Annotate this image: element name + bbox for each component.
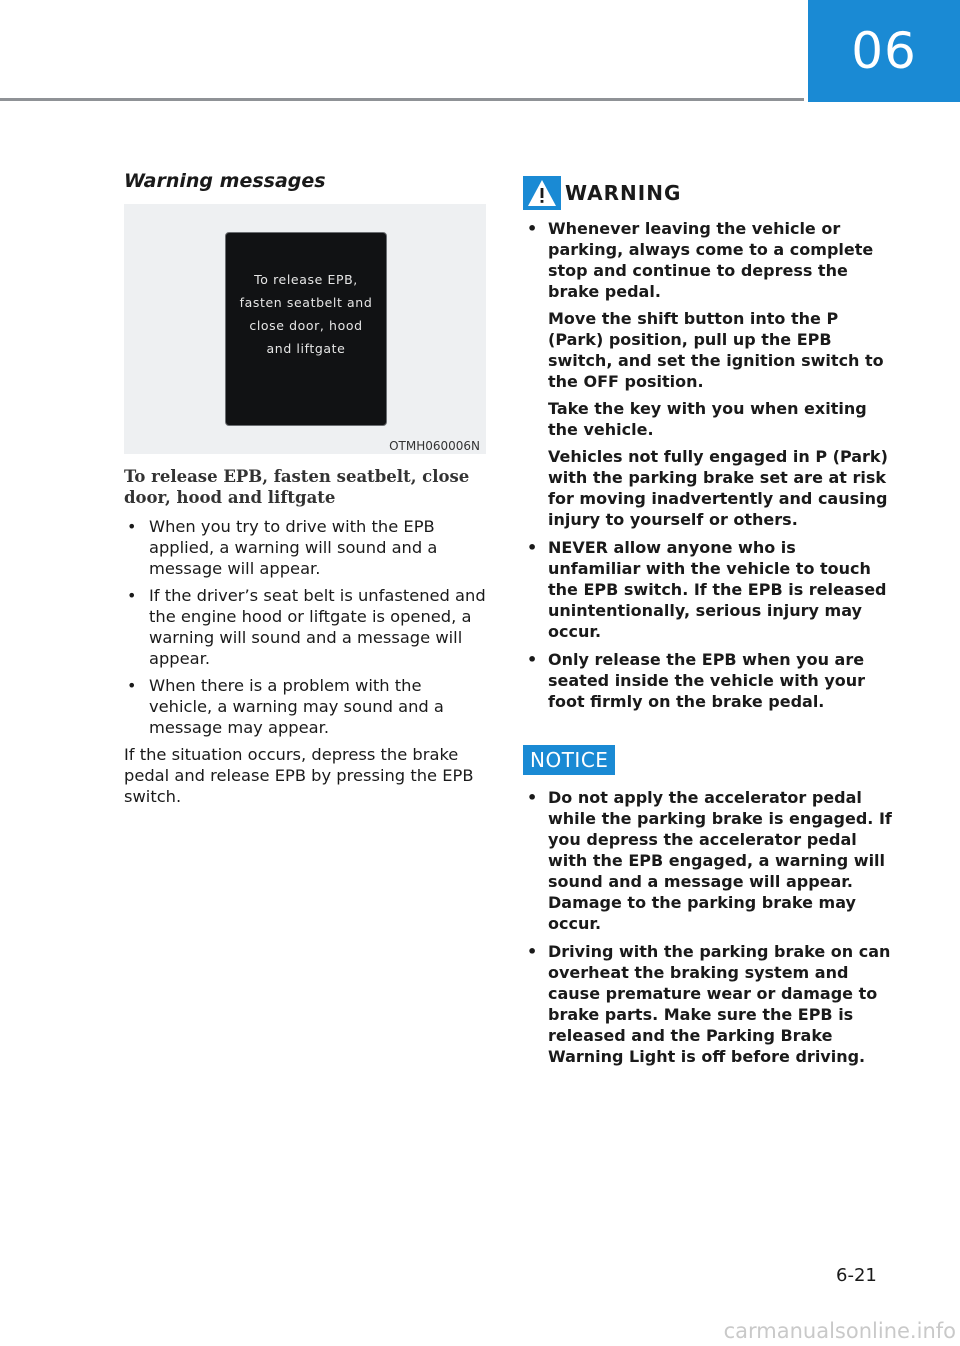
chapter-tab <box>808 0 960 102</box>
message-conditions-list <box>124 516 486 738</box>
bullet-glyph: • <box>527 650 538 669</box>
bullet-glyph: • <box>527 219 538 238</box>
display-message: To release EPB, fasten seatbelt and close door, hood and liftgate <box>239 272 373 356</box>
header-rule <box>0 98 804 101</box>
chapter-number: 06 <box>851 22 917 80</box>
bullet-glyph: • <box>127 586 137 605</box>
bullet-glyph: • <box>127 517 137 536</box>
page-number: 6-21 <box>836 1265 877 1286</box>
instruction-paragraph: If the situation occurs, depress the brake pedal and release EPB by pressing the EPB switch. <box>124 745 474 806</box>
warning-list <box>523 218 893 712</box>
list-item: • If the driver’s seat belt is unfastened and the engine hood or liftgate is opened, a warning will sound and a message will appear. <box>127 586 486 668</box>
warning-title: WARNING <box>565 181 682 205</box>
list-item: • Whenever leaving the vehicle or parking, always come to a complete stop and continue to depress the brake pedal. Move the shift button into the P (Park) position, pull up the EPB switch, and set the ignition switch to the OFF position. Take the key with you when exiting the vehicle. Vehicles not fully engaged in P (Park) with the parking brake set are at risk for moving inadvertently and causing injury to yourself or others. <box>527 219 888 529</box>
list-item: • When you try to drive with the EPB applied, a warning will sound and a message will appear. <box>127 517 438 578</box>
left-column <box>124 170 486 807</box>
cluster-display <box>225 232 387 426</box>
figure-warning-display <box>124 204 486 454</box>
list-item: • When there is a problem with the vehicle, a warning may sound and a message may appear. <box>127 676 444 737</box>
list-item: • NEVER allow anyone who is unfamiliar with the vehicle to touch the EPB switch. If the EPB is released unintentionally, serious injury may occur. <box>527 538 887 641</box>
list-item: • Only release the EPB when you are seated inside the vehicle with your foot firmly on the brake pedal. <box>527 650 866 711</box>
section-heading: Warning messages <box>124 170 326 192</box>
warning-triangle-icon <box>523 176 561 210</box>
list-item: • Driving with the parking brake on can overheat the braking system and cause premature wear or damage to brake parts. Make sure the EPB is released and the Parking Brake Warning Light is off before driving. <box>527 942 891 1066</box>
message-subheading: To release EPB, fasten seatbelt, close door, hood and liftgate <box>124 467 470 507</box>
bullet-glyph: • <box>527 942 538 961</box>
list-item: • Do not apply the accelerator pedal while the parking brake is engaged. If you depress the accelerator pedal with the EPB engaged, a warning will sound and a message will appear. Damage to the parking brake may occur. <box>527 788 892 933</box>
figure-code: OTMH060006N <box>389 439 480 453</box>
bullet-glyph: • <box>527 538 538 557</box>
warning-header <box>523 176 893 210</box>
notice-list <box>523 787 893 1067</box>
bullet-glyph: • <box>127 676 137 695</box>
notice-badge: NOTICE <box>523 745 615 775</box>
watermark: carmanualsonline.info <box>723 1319 956 1343</box>
bullet-glyph: • <box>527 788 538 807</box>
right-column <box>523 176 893 1074</box>
